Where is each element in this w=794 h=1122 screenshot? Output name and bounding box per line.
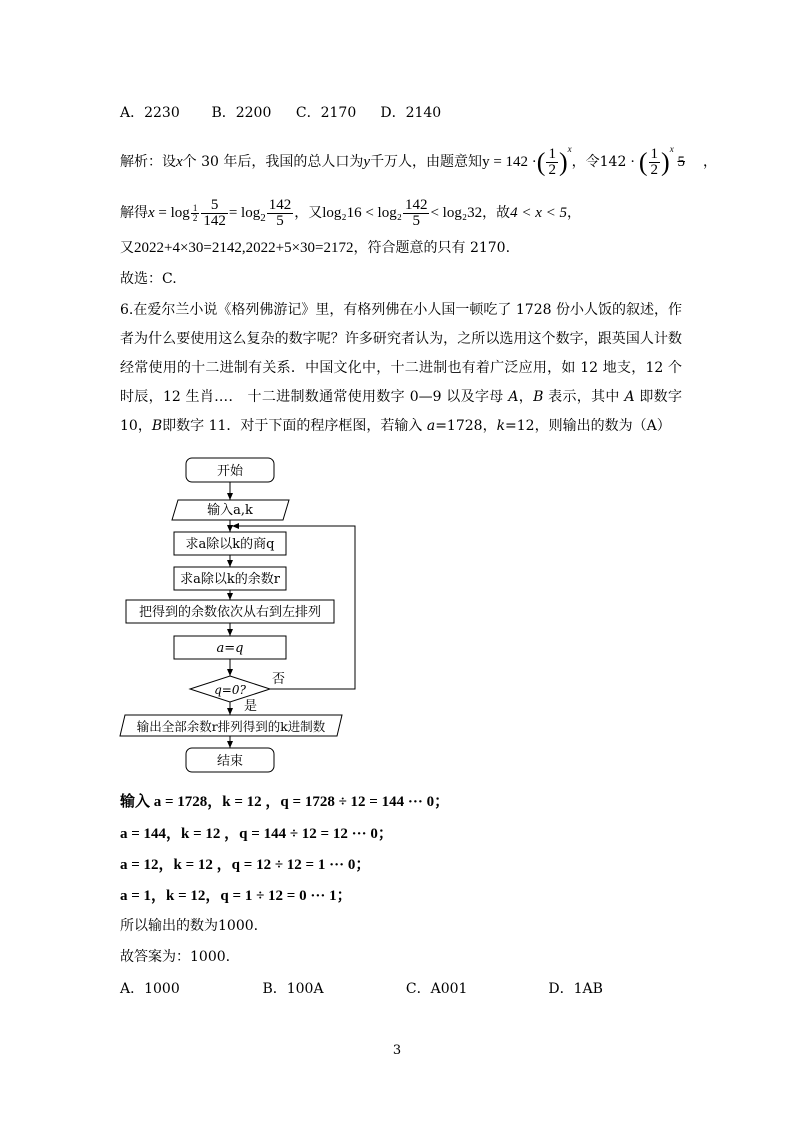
option-c: C．A001 (405, 981, 468, 997)
solution-line-3: 又2022+4×30=2142,2022+5×30=2172，符合题意的只有 2170. (120, 240, 511, 256)
option-d: D．1AB (548, 981, 603, 997)
step-2: a = 144，k = 12 ，q = 144 ÷ 12 = 12 ··· 0； (120, 826, 393, 842)
flow-output-label: 输出全部余数r排列得到的k进制数 (136, 719, 326, 734)
flow-start-label: 开始 (216, 464, 244, 479)
flow-end-label: 结束 (216, 754, 244, 769)
output-statement: 所以输出的数为1000. (120, 918, 259, 934)
option-b: B．100A (262, 981, 324, 997)
solution-line-4: 故选：C. (120, 271, 177, 287)
flow-no-label: 否 (272, 672, 286, 687)
step-1: 输入 a = 1728，k = 12 ，q = 1728 ÷ 12 = 144 ··· 0； (120, 794, 450, 810)
previous-options (120, 102, 441, 122)
flow-condition-label: q=0? (214, 683, 246, 697)
option-a: A．1000 (120, 981, 180, 997)
solution-line-2: 解得x = log $\frac{1}{2}$ $\frac{5}{142}$ = $\log_2$ $\frac{142}{5}$ ，又log₂16 < log₂ $\frac{142}{5}$ < log₂32，故4 < x < 5， (120, 197, 581, 229)
question-6: 6.在爱尔兰小说《格列佛游记》里，有格列佛在小人国一顿吃了 1728 份小人饭的叙述，作者为什么要使用这么复杂的数字呢？许多研究者认为，之所以选用这个数字，跟英国人计数经常使用的十二进制有关系．中国文化中，十二进制也有着广泛应用，如 12 地支，12 个时辰，12 生肖…． 十二进制数通常使用数字 0—9 以及字母 A，B 表示，其中 A 即数字 10，B即数字 11．对于下面的程序框图，若输入 a=1728，k=12，则输出的数为（A） (120, 302, 682, 434)
option-c: C．2170 (295, 105, 357, 121)
solution-line-1: 解析：设x个 30 年后，我国的总人口为y千万人，由题意知y = 142 ·( $\frac{1}{2}$ )$^x$，令142 · ( $\frac{1}{2}$ )$^x$ 5 ， (120, 143, 717, 178)
step-3: a = 12，k = 12 ，q = 12 ÷ 12 = 1 ··· 0； (120, 857, 371, 873)
question-6-options (120, 978, 603, 998)
option-d: D．2140 (380, 105, 442, 121)
flow-remainder-label: 求a除以k的余数r (180, 572, 280, 587)
flow-arrange-label: 把得到的余数依次从右到左排列 (138, 605, 322, 620)
flow-assign-label: a=q (216, 641, 244, 656)
equation-population: y = 142 ·( $\frac{1}{2}$ )$^x$ (482, 143, 572, 178)
answer-statement: 故答案为：1000. (120, 949, 231, 965)
flow-input-label: 输入a,k (207, 503, 253, 518)
flow-quotient-label: 求a除以k的商q (185, 537, 275, 552)
option-a: A．2230 (120, 105, 180, 121)
option-b: B．2200 (211, 105, 272, 121)
program-flowchart (0, 450, 794, 780)
page-number: 3 (392, 1043, 402, 1058)
step-4: a = 1，k = 12，q = 1 ÷ 12 = 0 ··· 1； (120, 888, 352, 904)
flow-yes-label: 是 (244, 699, 258, 714)
